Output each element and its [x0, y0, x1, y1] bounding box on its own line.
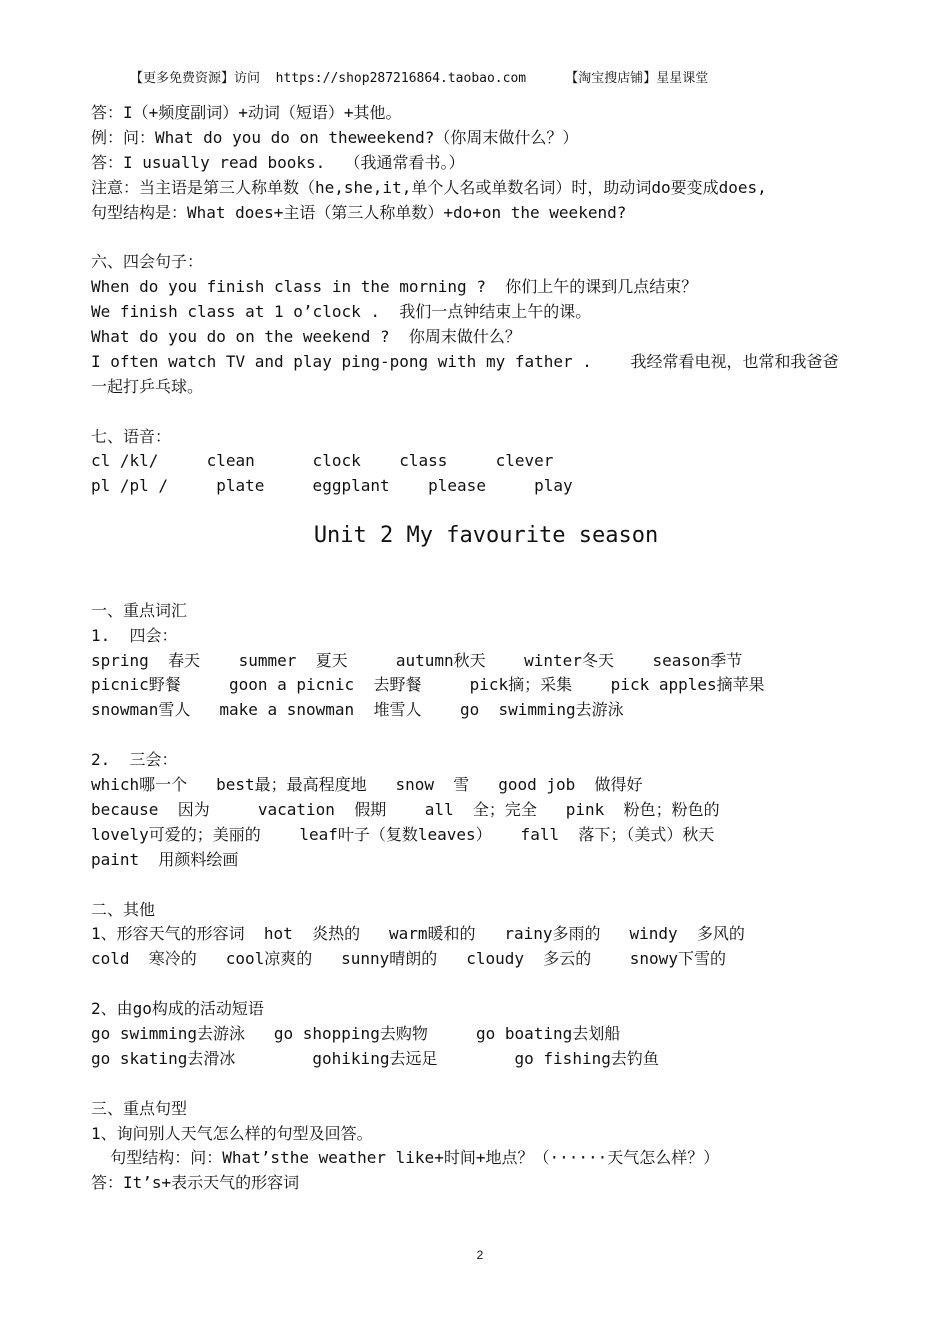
blank-line — [91, 549, 891, 574]
text-line: 句型结构：问：What’sthe weather like+时间+地点？（······天气怎么样？） — [91, 1148, 720, 1168]
text-line: pl /pl / plate eggplant please play — [91, 476, 573, 496]
blank-line — [91, 723, 891, 748]
text-line: We finish class at 1 o’clock . 我们一点钟结束上午的课。 — [91, 302, 592, 322]
blank-line — [91, 1072, 891, 1097]
text-line: 一、重点词汇 — [91, 600, 188, 620]
page-number: 2 — [476, 1248, 484, 1262]
text-line: 例：问：What do you do on theweekend?（你周末做什么？） — [91, 127, 579, 147]
text-line: What do you do on the weekend ? 你周末做什么？ — [91, 327, 521, 347]
text-line: cl /kl/ clean clock class clever — [91, 451, 554, 471]
text-line: picnic野餐 goon a picnic 去野餐 pick摘；采集 pick apples摘苹果 — [91, 675, 765, 695]
text-line: which哪一个 best最；最高程度地 snow 雪 good job 做得好 — [91, 775, 643, 795]
blank-line — [91, 574, 891, 599]
text-line: 六、四会句子： — [91, 252, 204, 272]
text-line: 答：I usually read books. （我通常看书。） — [91, 152, 465, 172]
text-line: 2、由go构成的活动短语 — [91, 999, 264, 1019]
text-line: 答：It’s+表示天气的形容词 — [91, 1173, 300, 1193]
text-line: snowman雪人 make a snowman 堆雪人 go swimming去游泳 — [91, 700, 624, 720]
blank-line — [91, 400, 891, 425]
text-line: lovely可爱的；美丽的 leaf叶子（复数leaves） fall 落下；（美式）秋天 — [91, 824, 715, 844]
text-line: go swimming去游泳 go shopping去购物 go boating去划船 — [91, 1023, 621, 1043]
text-line: because 因为 vacation 假期 all 全；完全 pink 粉色；粉色的 — [91, 799, 720, 819]
text-line: 1. 四会： — [91, 625, 178, 645]
text-line: 一起打乒乓球。 — [91, 376, 204, 396]
blank-line — [91, 225, 891, 250]
text-line: 七、语音： — [91, 426, 172, 446]
unit-title: Unit 2 My favourite season — [313, 523, 659, 549]
text-line: I often watch TV and play ping-pong with my father . 我经常看电视，也常和我爸爸 — [91, 351, 839, 371]
text-line: 答：I（+频度副词）+动词（短语）+其他。 — [91, 103, 402, 122]
text-line: 1、形容天气的形容词 hot 炎热的 warm暖和的 rainy多雨的 windy 多风的 — [91, 924, 745, 944]
document-body — [91, 101, 891, 1196]
blank-line — [91, 873, 891, 898]
text-line: spring 春天 summer 夏天 autumn秋天 winter冬天 season季节 — [91, 650, 743, 670]
text-line: 1、询问别人天气怎么样的句型及回答。 — [91, 1123, 373, 1143]
blank-line — [91, 499, 891, 524]
text-line: go skating去滑冰 gohiking去远足 go fishing去钓鱼 — [91, 1048, 659, 1068]
text-line: paint 用颜料绘画 — [91, 849, 239, 869]
text-line: 注意：当主语是第三人称单数（he,she,it,单个人名或单数名词）时，助动词do要变成does, — [91, 177, 767, 197]
page-header: 【更多免费资源】访问 https://shop287216864.taobao.com 【淘宝搜店铺】星星课堂 — [130, 71, 709, 86]
text-line: 2. 三会： — [91, 750, 178, 770]
text-line: 二、其他 — [91, 899, 156, 919]
text-line: When do you finish class in the morning ? 你们上午的课到几点结束？ — [91, 277, 698, 297]
text-line: 句型结构是：What does+主语（第三人称单数）+do+on the weekend? — [91, 202, 627, 222]
blank-line — [91, 972, 891, 997]
text-line: cold 寒冷的 cool凉爽的 sunny晴朗的 cloudy 多云的 snowy下雪的 — [91, 949, 726, 969]
text-line: 三、重点句型 — [91, 1098, 188, 1118]
